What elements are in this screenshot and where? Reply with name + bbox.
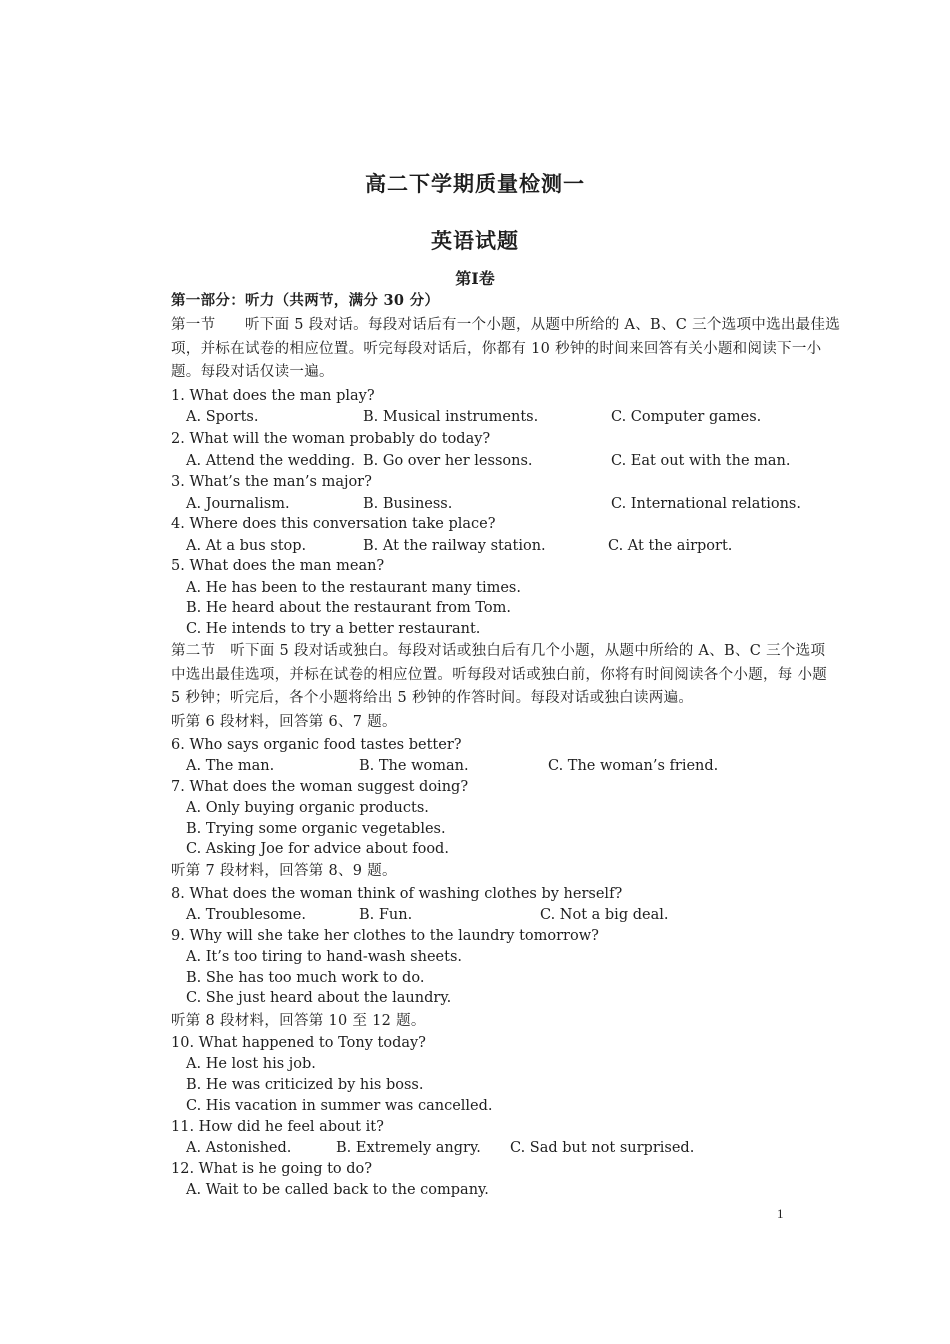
q9-option-a: A. It’s too tiring to hand-wash sheets. <box>186 949 462 965</box>
q2-option-b: B. Go over her lessons. <box>363 453 533 469</box>
material-7-note: 听第 7 段材料，回答第 8、9 题。 <box>171 863 397 879</box>
q3-option-b: B. Business. <box>363 496 453 512</box>
q3-option-c: C. International relations. <box>611 496 801 512</box>
sec2-instructions-line3: 5 秒钟；听完后，各个小题将给出 5 秒钟的作答时间。每段对话或独白读两遍。 <box>171 690 694 706</box>
q6-option-a: A. The man. <box>186 758 275 774</box>
question-3: 3. What’s the man’s major? <box>171 474 372 490</box>
question-12: 12. What is he going to do? <box>171 1161 373 1177</box>
q8-option-c: C. Not a big deal. <box>540 907 669 923</box>
q1-option-a: A. Sports. <box>186 409 259 425</box>
q2-option-c: C. Eat out with the man. <box>611 453 791 469</box>
question-4: 4. Where does this conversation take place? <box>171 516 496 532</box>
q5-option-c: C. He intends to try a better restaurant. <box>186 621 481 637</box>
q9-option-c: C. She just heard about the laundry. <box>186 990 452 1006</box>
q7-option-a: A. Only buying organic products. <box>186 800 429 816</box>
q10-option-a: A. He lost his job. <box>186 1056 316 1072</box>
q8-option-a: A. Troublesome. <box>186 907 306 923</box>
q10-option-c: C. His vacation in summer was cancelled. <box>186 1098 493 1114</box>
question-2: 2. What will the woman probably do today? <box>171 431 491 447</box>
q8-option-b: B. Fun. <box>359 907 413 923</box>
q11-option-a: A. Astonished. <box>186 1140 292 1156</box>
exam-title: 高二下学期质量检测一 <box>365 171 585 196</box>
q4-option-b: B. At the railway station. <box>363 538 546 554</box>
question-1: 1. What does the man play? <box>171 388 375 404</box>
q3-option-a: A. Journalism. <box>186 496 290 512</box>
sec2-instructions-line2: 中选出最佳选项，并标在试卷的相应位置。听每段对话或独白前，你将有时间阅读各个小题，每 小题 <box>171 667 828 683</box>
question-10: 10. What happened to Tony today? <box>171 1035 426 1051</box>
q2-option-a: A. Attend the wedding. <box>186 453 356 469</box>
question-8: 8. What does the woman think of washing clothes by herself? <box>171 886 623 902</box>
question-11: 11. How did he feel about it? <box>171 1119 384 1135</box>
material-6-note: 听第 6 段材料，回答第 6、7 题。 <box>171 714 397 730</box>
q10-option-b: B. He was criticized by his boss. <box>186 1077 424 1093</box>
q1-option-b: B. Musical instruments. <box>363 409 539 425</box>
q4-option-a: A. At a bus stop. <box>186 538 307 554</box>
q4-option-c: C. At the airport. <box>608 538 733 554</box>
q7-option-b: B. Trying some organic vegetables. <box>186 821 446 837</box>
part1-heading: 第一部分：听力（共两节，满分 30 分） <box>171 292 440 309</box>
question-9: 9. Why will she take her clothes to the laundry tomorrow? <box>171 928 599 944</box>
exam-subject: 英语试题 <box>431 228 519 253</box>
q11-option-b: B. Extremely angry. <box>336 1140 481 1156</box>
q11-option-c: C. Sad but not surprised. <box>510 1140 695 1156</box>
q9-option-b: B. She has too much work to do. <box>186 970 425 986</box>
q6-option-c: C. The woman’s friend. <box>548 758 719 774</box>
q5-option-b: B. He heard about the restaurant from Tom. <box>186 600 512 616</box>
material-8-note: 听第 8 段材料，回答第 10 至 12 题。 <box>171 1013 426 1029</box>
question-5: 5. What does the man mean? <box>171 558 385 574</box>
volume-label: 第I卷 <box>455 269 495 288</box>
q7-option-c: C. Asking Joe for advice about food. <box>186 841 449 857</box>
sec1-instructions-line2: 项，并标在试卷的相应位置。听完每段对话后，你都有 10 秒钟的时间来回答有关小题和阅读下一小 <box>171 341 822 357</box>
question-6: 6. Who says organic food tastes better? <box>171 737 462 753</box>
q12-option-a: A. Wait to be called back to the company. <box>186 1182 489 1198</box>
q6-option-b: B. The woman. <box>359 758 469 774</box>
page-number: 1 <box>777 1206 784 1221</box>
question-7: 7. What does the woman suggest doing? <box>171 779 469 795</box>
sec1-instructions-line1: 第一节 听下面 5 段对话。每段对话后有一个小题，从题中所给的 A、B、C 三个选项中选出最佳选 <box>171 317 841 333</box>
sec1-instructions-line3: 题。每段对话仅读一遍。 <box>171 364 334 380</box>
sec2-instructions-line1: 第二节 听下面 5 段对话或独白。每段对话或独白后有几个小题，从题中所给的 A、B、C 三个选项 <box>171 643 826 659</box>
q5-option-a: A. He has been to the restaurant many times. <box>186 580 521 596</box>
q1-option-c: C. Computer games. <box>611 409 762 425</box>
